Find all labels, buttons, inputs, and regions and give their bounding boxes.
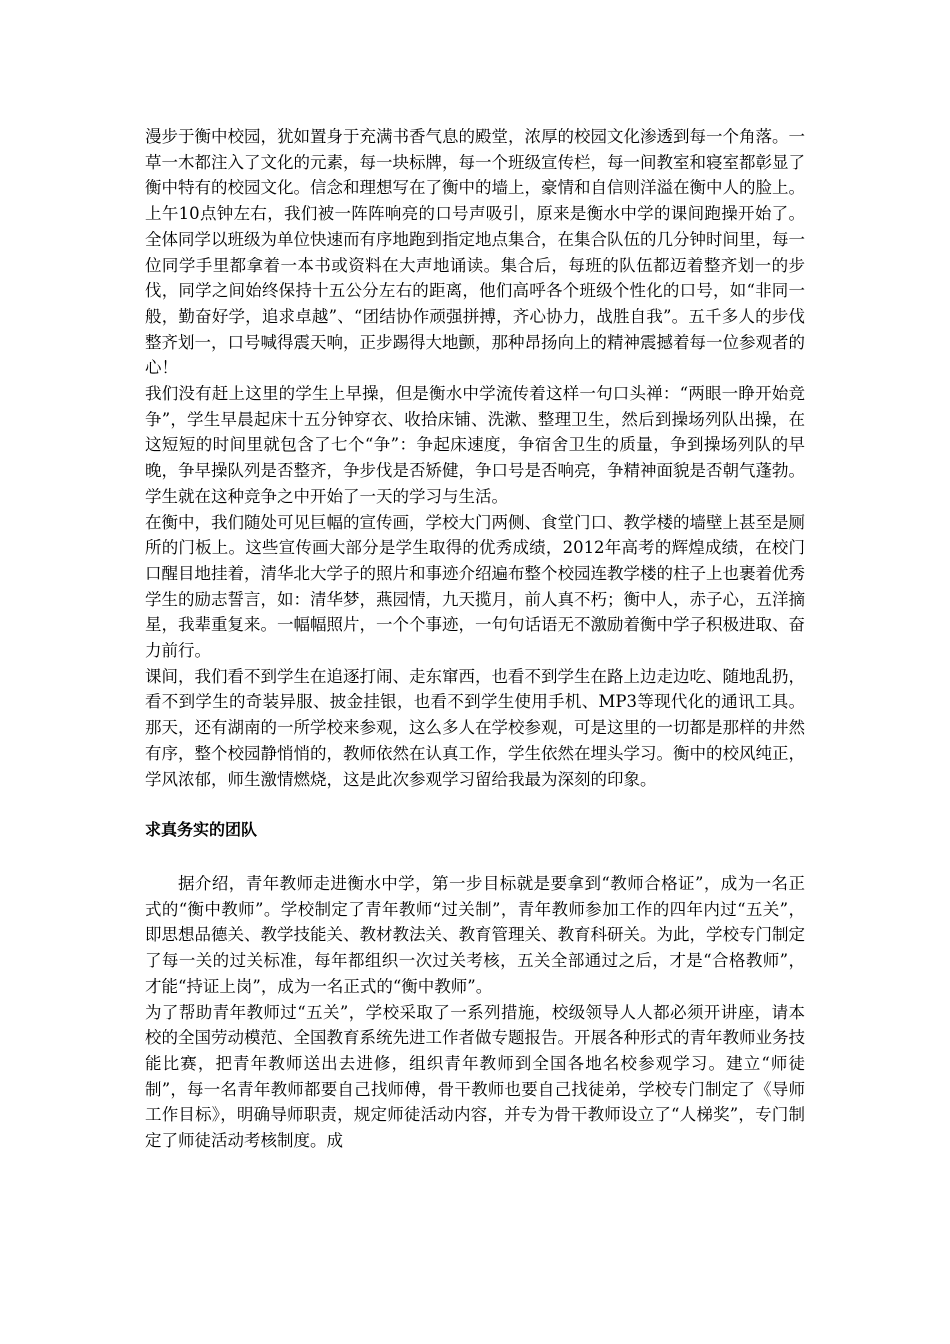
section-heading: 求真务实的团队 bbox=[145, 820, 258, 840]
paragraph-school-discipline: 课间，我们看不到学生在追逐打闹、走东窜西，也看不到学生在路上边走边吃、随地乱扔，看不到学生的奇装异服、披金挂银，也看不到学生使用手机、MP3等现代化的通讯工具。那天，还有湖南的一所学校来参观，这么多人在学校参观，可是这里的一切都是那样的井然有序，整个校园静悄悄的，教师依然在认真工作，学生依然在埋头学习。衡中的校风纯正，学风浓郁，师生激情燃烧，这是此次参观学习留给我最为深刻的印象。 bbox=[145, 666, 805, 789]
spacer bbox=[145, 792, 805, 817]
document-page bbox=[145, 124, 805, 1154]
spacer bbox=[145, 843, 805, 871]
paragraph-teacher-training: 为了帮助青年教师过“五关”，学校采取了一系列措施，校级领导人人都必须开讲座，请本校的全国劳动模范、全国教育系统先进工作者做专题报告。开展各种形式的青年教师业务技能比赛，把青年教师送出去进修，组织青年教师到全国各地名校参观学习。建立“师徒制”，每一名青年教师都要自己找师傅，骨干教师也要自己找徒弟，学校专门制定了《导师工作目标》，明确导师职责，规定师徒活动内容，并专为骨干教师设立了“人梯奖”，专门制定了师徒活动考核制度。成 bbox=[145, 1002, 805, 1151]
paragraph-morning-competition: 我们没有赶上这里的学生上早操，但是衡水中学流传着这样一句口头禅：“两眼一睁开始竞争”，学生早晨起床十五分钟穿衣、收拾床铺、洗漱、整理卫生，然后到操场列队出操，在这短短的时间里就包含了七个“争”：争起床速度，争宿舍卫生的质量，争到操场列队的早晚，争早操队列是否整齐，争步伐是否矫健，争口号是否响亮，争精神面貌是否朝气蓬勃。学生就在这种竞争之中开始了一天的学习与生活。 bbox=[145, 384, 805, 506]
paragraph-running-exercise: 上午10点钟左右，我们被一阵阵响亮的口号声吸引，原来是衡水中学的课间跑操开始了。全体同学以班级为单位快速而有序地跑到指定地点集合，在集合队伍的几分钟时间里，每一位同学手里都拿着一本书或资料在大声地诵读。集合后，每班的队伍都迈着整齐划一的步伐，同学之间始终保持十五公分左右的距离，他们高呼各个班级个性化的口号，如“非同一般，勤奋好学，追求卓越”、“团结协作顽强拼搏，齐心协力，战胜自我”。五千多人的步伐整齐划一，口号喊得震天响，正步踢得大地颤，那种昂扬向上的精神震撼着每一位参观者的心！ bbox=[145, 204, 805, 378]
paragraph-posters: 在衡中，我们随处可见巨幅的宣传画，学校大门两侧、食堂门口、教学楼的墙壁上甚至是厕所的门板上。这些宣传画大部分是学生取得的优秀成绩，2012年高考的辉煌成绩，在校门口醒目地挂着，清华北大学子的照片和事迹介绍遍布整个校园连教学楼的柱子上也裹着优秀学生的励志誓言，如：清华梦，燕园情，九天揽月，前人真不朽；衡中人，赤子心，五洋摘星，我辈重复来。一幅幅照片，一个个事迹，一句句话语无不激励着衡中学子积极进取、奋力前行。 bbox=[145, 512, 805, 661]
paragraph-teacher-certificate: 据介绍，青年教师走进衡水中学，第一步目标就是要拿到“教师合格证”，成为一名正式的“衡中教师”。学校制定了青年教师“过关制”，青年教师参加工作的四年内过“五关”，即思想品德关、教学技能关、教材教法关、教育管理关、教育科研关。为此，学校专门制定了每一关的过关标准，每年都组织一次过关考核，五关全部通过之后，才是“合格教师”，才能“持证上岗”，成为一名正式的“衡中教师”。 bbox=[145, 873, 805, 996]
paragraph-campus-culture: 漫步于衡中校园，犹如置身于充满书香气息的殿堂，浓厚的校园文化渗透到每一个角落。一草一木都注入了文化的元素，每一块标牌，每一个班级宣传栏，每一间教室和寝室都彰显了衡中特有的校园文化。信念和理想写在了衡中的墙上，豪情和自信则洋溢在衡中人的脸上。 bbox=[145, 127, 805, 198]
